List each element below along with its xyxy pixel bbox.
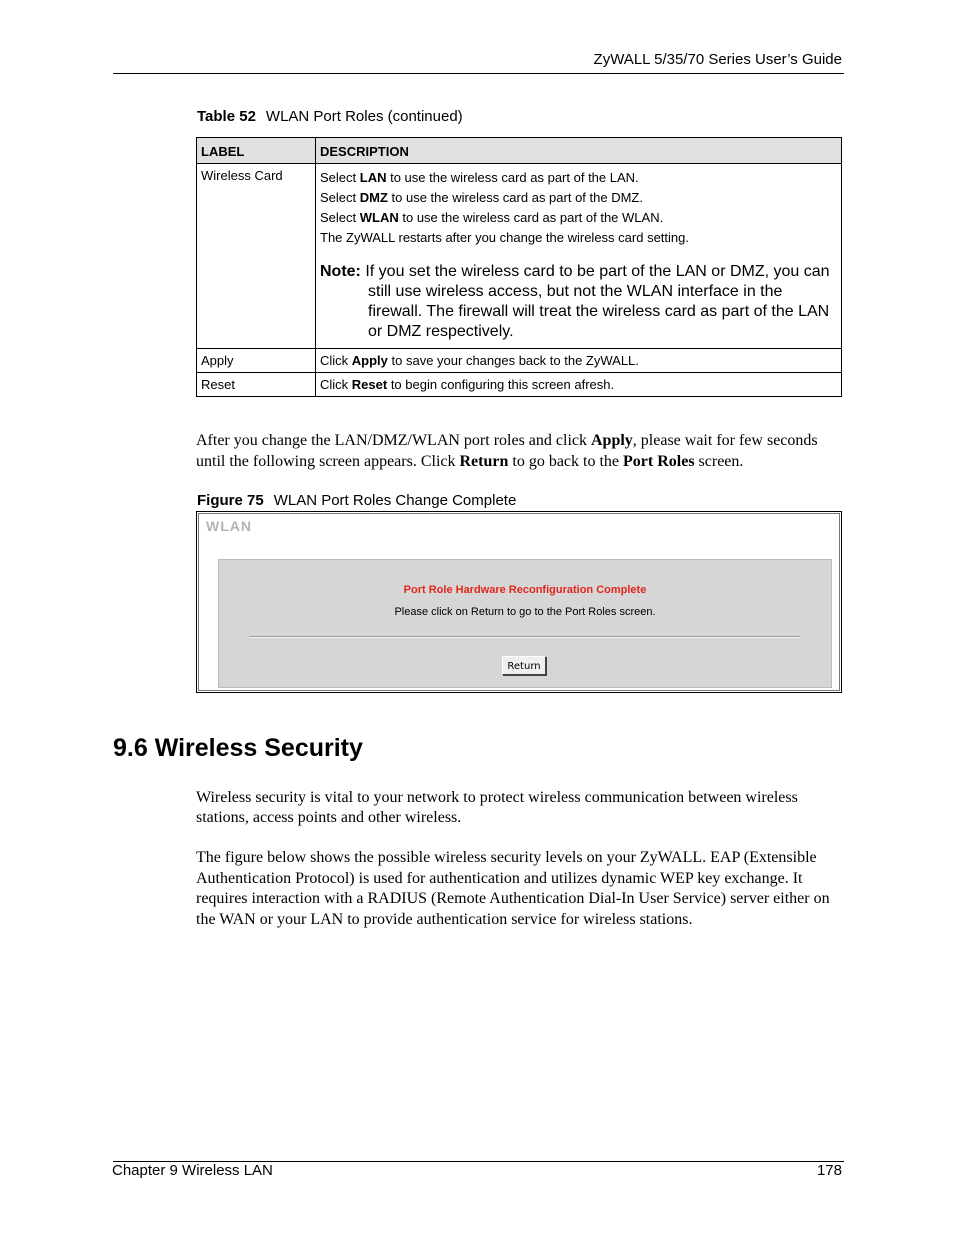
screen-title: WLAN [206,518,252,534]
row-description [316,164,842,349]
table-row [197,349,842,373]
footer-chapter: Chapter 9 Wireless LAN [112,1162,273,1179]
note-label: Note: [320,263,361,280]
table-caption-text: WLAN Port Roles (continued) [265,108,463,125]
row-label: Reset [197,373,316,397]
body-paragraph: The figure below shows the possible wireless security levels on your ZyWALL. EAP (Extensible Authentication Protocol) is used for authentication and utilizes dynamic WEP key exchange. It requires interaction with a RADIUS (Remote Authentication Dial-In User Service) server either on the WAN or your LAN to provide authentication service for wireless stations. [196,849,830,928]
figure-caption-label: Figure 75 [197,492,264,509]
table-caption [197,108,463,125]
return-button[interactable]: Return [502,656,546,675]
panel-divider [249,636,800,638]
note [320,262,837,342]
row-description: Click Apply to save your changes back to the ZyWALL. [316,349,842,373]
body-paragraph: Wireless security is vital to your network to protect wireless communication between wireless stations, access points and other wireless. [196,789,798,826]
status-heading: Port Role Hardware Reconfiguration Complete [403,584,647,596]
row-label: Wireless Card [197,164,316,349]
description-line: Select DMZ to use the wireless card as part of the DMZ. [320,190,643,205]
table-caption-label: Table 52 [197,108,256,125]
row-label: Apply [197,349,316,373]
status-message: Please click on Return to go to the Port Roles screen. [394,606,656,618]
column-header-description: DESCRIPTION [316,138,842,164]
status-panel [218,559,832,688]
wlan-port-roles-table [196,137,842,397]
page-number: 178 [816,1162,842,1179]
table-row [197,373,842,397]
screen-frame [198,513,840,691]
row-description: Click Reset to begin configuring this screen afresh. [316,373,842,397]
description-line: Select LAN to use the wireless card as part of the LAN. [320,170,639,185]
column-header-label: LABEL [197,138,316,164]
section-heading: 9.6 Wireless Security [113,734,363,762]
header-rule [113,73,844,74]
note-text: If you set the wireless card to be part of the LAN or DMZ, you can still use wireless access, but not the WLAN interface in the firewall. The firewall will treat the wireless card as part of the LAN or DMZ respectively. [365,263,830,340]
running-header: ZyWALL 5/35/70 Series User’s Guide [593,51,842,68]
description-line: The ZyWALL restarts after you change the wireless card setting. [320,230,689,245]
description-line: Select WLAN to use the wireless card as part of the WLAN. [320,210,664,225]
body-paragraph: After you change the LAN/DMZ/WLAN port roles and click Apply, please wait for few seconds until the following screen appears. Click Return to go back to the Port Roles screen. [196,432,818,470]
table-header-row [197,138,842,164]
figure-caption [197,492,516,509]
table-row [197,164,842,349]
figure-caption-text: WLAN Port Roles Change Complete [273,492,517,509]
figure-screenshot [196,511,842,693]
